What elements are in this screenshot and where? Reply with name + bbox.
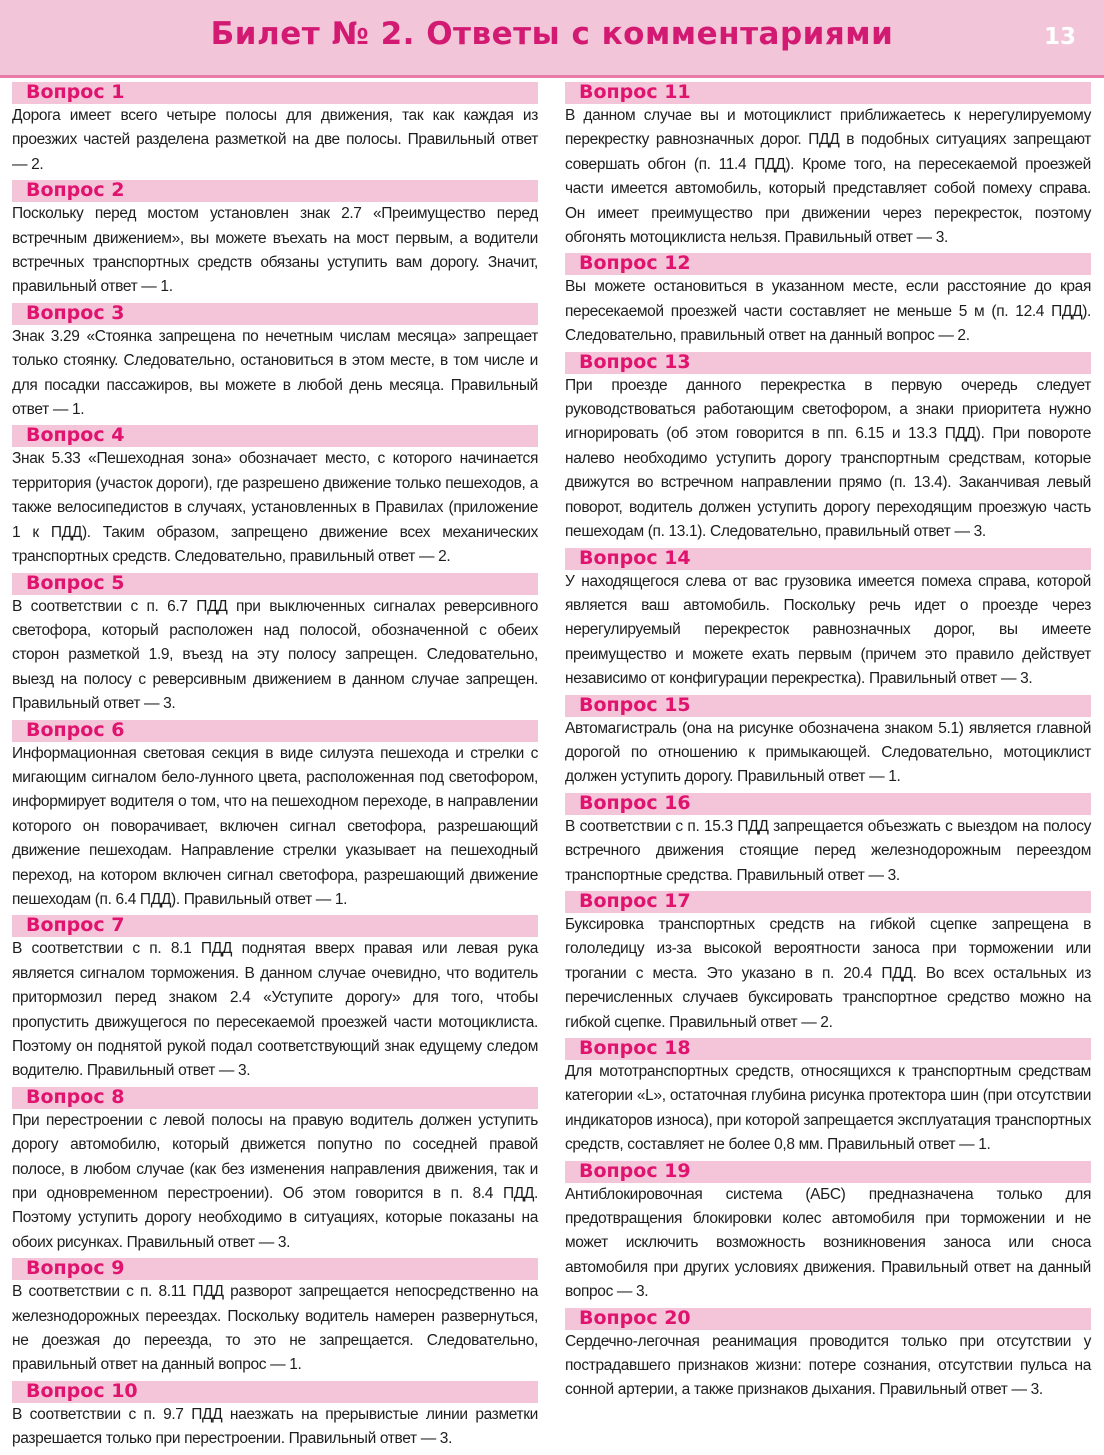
answer-text-17: Буксировка транспортных средств на гибкой сцепке запрещена в гололедицу из-за высокой вероятности заноса при торможении или трогании с места. Это указано в п. 20.4 ПДД. Во всех остальных из перечисленных случаев буксировать транспортное средство можно на гибкой сцепке. Правильный ответ — 2. bbox=[565, 915, 1091, 1031]
question-heading-16: Вопрос 16 bbox=[565, 793, 1091, 815]
question-heading-7: Вопрос 7 bbox=[12, 915, 538, 937]
question-heading-12: Вопрос 12 bbox=[565, 253, 1091, 275]
answer-text-1: Дорога имеет всего четыре полосы для движения, так как каждая из проезжих частей разделена разметкой на две полосы. Правильный ответ — 2. bbox=[12, 107, 538, 173]
right-column bbox=[565, 82, 1091, 1406]
question-heading-18: Вопрос 18 bbox=[565, 1038, 1091, 1060]
question-heading-5: Вопрос 5 bbox=[12, 573, 538, 595]
left-column bbox=[12, 82, 538, 1455]
page-header bbox=[0, 0, 1104, 78]
page-number: 13 bbox=[1043, 24, 1076, 50]
answer-text-5: В соответствии с п. 6.7 ПДД при выключенных сигналах реверсивного светофора, который расположен над полосой, обозначенной с обеих сторон разметкой 1.9, въезд на эту полосу запрещен. Следовательно, выезд на полосу с реверсивным движением в данном случае запрещен. Правильный ответ — 3. bbox=[12, 597, 538, 713]
question-heading-11: Вопрос 11 bbox=[565, 82, 1091, 104]
answer-text-4: Знак 5.33 «Пешеходная зона» обозначает место, с которого начинается территория (участок дороги), где разрешено движение только пешеходов, а также велосипедистов в случаях, установленных в Правилах (приложение 1 к ПДД). Таким образом, запрещено движение всех механических транспортных средств. Следовательно, правильный ответ — 2. bbox=[12, 450, 538, 566]
question-heading-13: Вопрос 13 bbox=[565, 352, 1091, 374]
answer-text-11: В данном случае вы и мотоциклист приближаетесь к нерегулируемому перекрестку равнозначных дорог. ПДД в подобных ситуациях запрещают совершать обгон (п. 11.4 ПДД). Кроме того, на пересекаемой проезжей части имеется автомобиль, который представляет собой помеху справа. Он имеет преимущество при движении через перекресток, поэтому обгонять мотоциклиста нельзя. Правильный ответ — 3. bbox=[565, 107, 1091, 247]
answer-text-10: В соответствии с п. 9.7 ПДД наезжать на прерывистые линии разметки разрешается только при перестроении. Правильный ответ — 3. bbox=[12, 1405, 538, 1448]
answer-text-15: Автомагистраль (она на рисунке обозначена знаком 5.1) является главной дорогой по отношению к примыкающей. Следовательно, мотоциклист должен уступить дорогу. Правильный ответ — 1. bbox=[565, 719, 1091, 786]
question-heading-6: Вопрос 6 bbox=[12, 720, 538, 742]
answer-text-13: При проезде данного перекрестка в первую очередь следует руководствоваться работающим светофором, а знаки приоритета нужно игнорировать (об этом говорится в пп. 6.15 и 13.3 ПДД). При повороте налево необходимо уступить дорогу транспортным средствам, которые движутся во встречном направлении прямо (п. 13.4). Заканчивая левый поворот, водитель должен уступить дорогу переходящим проезжую часть пешеходам (п. 13.1). Следовательно, правильный ответ — 3. bbox=[565, 376, 1091, 541]
question-heading-19: Вопрос 19 bbox=[565, 1161, 1091, 1183]
question-heading-1: Вопрос 1 bbox=[12, 82, 538, 104]
question-heading-9: Вопрос 9 bbox=[12, 1258, 538, 1280]
answer-text-20: Сердечно-легочная реанимация проводится только при отсутствии у пострадавшего признаков жизни: потере сознания, отсутствии пульса на сонной артерии, а также признаков дыхания. Правильный ответ — 3. bbox=[565, 1332, 1091, 1399]
question-heading-15: Вопрос 15 bbox=[565, 695, 1091, 717]
question-heading-8: Вопрос 8 bbox=[12, 1087, 538, 1109]
question-heading-3: Вопрос 3 bbox=[12, 303, 538, 325]
question-heading-10: Вопрос 10 bbox=[12, 1381, 538, 1403]
answer-text-3: Знак 3.29 «Стоянка запрещена по нечетным числам месяца» запрещает только стоянку. Следовательно, остановиться в этом месте, в том числе и для посадки пассажиров, вы можете в любой день месяца. Правильный ответ — 1. bbox=[12, 327, 538, 419]
answer-text-16: В соответствии с п. 15.3 ПДД запрещается объезжать с выездом на полосу встречного движения стоящие перед железнодорожным переездом транспортные средства. Правильный ответ — 3. bbox=[565, 817, 1091, 884]
answer-text-8: При перестроении с левой полосы на правую водитель должен уступить дорогу автомобилю, который движется попутно по соседней правой полосе, в любом случае (как без изменения направления движения, так и при одновременном перестроении). Об этом говорится в п. 8.4 ПДД. Поэтому уступить дорогу необходимо в ситуациях, которые показаны на обоих рисунках. Правильный ответ — 3. bbox=[12, 1111, 538, 1251]
answer-text-19: Антиблокировочная система (АБС) предназначена только для предотвращения блокировки колес автомобиля при торможении и не может исключить возможность возникновения заноса или сноса автомобиля при других условиях движения. Правильный ответ на данный вопрос — 3. bbox=[565, 1185, 1091, 1301]
answer-text-9: В соответствии с п. 8.11 ПДД разворот запрещается непосредственно на железнодорожных переездах. Поскольку водитель намерен развернуться, не доезжая до переезда, то это не запрещается. Следовательно, правильный ответ на данный вопрос — 1. bbox=[12, 1283, 538, 1374]
answer-text-14: У находящегося слева от вас грузовика имеется помеха справа, которой является ваш автомобиль. Поскольку речь идет о проезде через нерегулируемый перекресток равнозначных дорог, вы имеете преимущество и можете ехать первым (причем это правило действует независимо от конфигурации перекрестка). Правильный ответ — 3. bbox=[565, 572, 1091, 688]
question-heading-14: Вопрос 14 bbox=[565, 548, 1091, 570]
question-heading-17: Вопрос 17 bbox=[565, 891, 1091, 913]
question-heading-4: Вопрос 4 bbox=[12, 425, 538, 447]
answer-text-2: Поскольку перед мостом установлен знак 2.7 «Преимущество перед встречным движением», вы можете въехать на мост первым, а водители встречных транспортных средств обязаны уступить вам дорогу. Значит, правильный ответ — 1. bbox=[12, 205, 538, 296]
question-heading-20: Вопрос 20 bbox=[565, 1308, 1091, 1330]
answer-text-6: Информационная световая секция в виде силуэта пешехода и стрелки с мигающим сигналом бело-лунного цвета, расположенная под светофором, информирует водителя о том, что на пешеходном переходе, в направлении которого он поворачивает, включен сигнал светофора, разрешающий движение пешеходам. Направление стрелки указывает на пешеходный переход, на котором включен сигнал светофора, разрешающий движение пешеходам (п. 6.4 ПДД). Правильный ответ — 1. bbox=[12, 744, 538, 908]
answer-text-18: Для мототранспортных средств, относящихся к транспортным средствам категории «L», остаточная глубина рисунка протектора шин (при отсутствии индикаторов износа), при которой запрещается эксплуатация транспортных средств, составляет не более 0,8 мм. Правильный ответ — 1. bbox=[565, 1063, 1091, 1154]
page-title: Билет № 2. Ответы с комментариями bbox=[210, 16, 894, 52]
question-heading-2: Вопрос 2 bbox=[12, 180, 538, 202]
answer-text-7: В соответствии с п. 8.1 ПДД поднятая вверх правая или левая рука является сигналом торможения. В данном случае очевидно, что водитель притормозил перед знаком 2.4 «Уступите дорогу» для того, чтобы пропустить движущегося по пересекаемой проезжей части мотоциклиста. Поэтому он поднятой рукой подал соответствующий знак едущему следом водителю. Правильный ответ — 3. bbox=[12, 940, 538, 1080]
answer-text-12: Вы можете остановиться в указанном месте, если расстояние до края пересекаемой проезжей части составляет не меньше 5 м (п. 12.4 ПДД). Следовательно, правильный ответ на данный вопрос — 2. bbox=[565, 278, 1091, 345]
